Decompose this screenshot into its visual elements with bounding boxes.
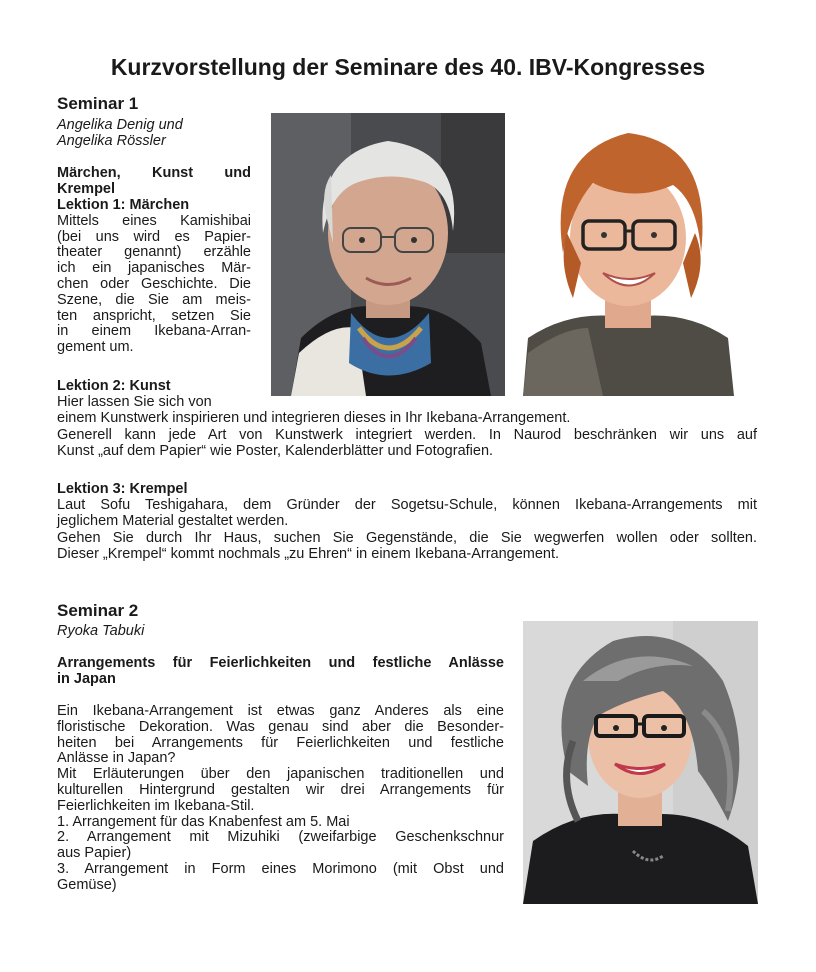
lesson1-line: in einem Ikebana-Arran- (57, 323, 251, 340)
lesson1-line: (bei uns wird es Papier- (57, 228, 251, 245)
page-title: Kurzvorstellung der Seminare des 40. IBV-Kongresses (110, 54, 706, 80)
seminar2-line: 3. Arrangement in Form eines Morimono (mit Obst und (57, 860, 504, 877)
portrait-photo-1 (271, 113, 505, 396)
seminar2-description (57, 704, 504, 894)
lesson2-line: Kunst „auf dem Papier“ wie Poster, Kalenderblätter und Fotografien. (57, 443, 494, 460)
author-line: Angelika Denig und (57, 117, 183, 133)
seminar2-line: Feierlichkeiten im Ikebana-Stil. (57, 797, 255, 814)
lesson2-heading: Lektion 2: Kunst (57, 378, 171, 394)
seminar2-author: Ryoka Tabuki (57, 623, 145, 639)
lesson2-line: einem Kunstwerk inspirieren und integrieren dieses in Ihr Ikebana-Arrangement. (57, 409, 571, 426)
seminar2-heading: Seminar 2 (57, 601, 139, 620)
lesson1 (57, 198, 251, 356)
lesson3-heading: Lektion 3: Krempel (57, 481, 188, 497)
seminar1-topic (57, 166, 251, 198)
seminar2-line: Gemüse) (57, 876, 117, 893)
seminar2-topic (57, 656, 504, 688)
topic-line: in Japan (57, 670, 116, 687)
seminar2-line: Ein Ikebana-Arrangement ist etwas ganz Anderes als eine (57, 703, 504, 719)
topic-line: Märchen, Kunst und (57, 165, 251, 181)
seminar2-line: Mit Erläuterungen über den japanischen traditionellen und (57, 766, 504, 783)
portrait-photo-2 (523, 113, 734, 396)
lesson2-line: Generell kann jede Art von Kunstwerk integriert werden. In Naurod beschränken wir uns auf (57, 427, 757, 444)
lesson3 (57, 482, 757, 563)
lesson3-line: Gehen Sie durch Ihr Haus, suchen Sie Gegenstände, die Sie wegwerfen wollen oder sollten. (57, 530, 757, 547)
seminar2-line: 1. Arrangement für das Knabenfest am 5. Mai (57, 813, 350, 830)
lesson1-line: theater genannt) erzähle (57, 244, 251, 261)
lesson1-line: ich ein japanisches Mär- (57, 260, 251, 277)
author-line: Angelika Rössler (57, 133, 166, 149)
seminar2-line: aus Papier) (57, 845, 132, 862)
portrait-photo-3 (523, 621, 758, 904)
lesson1-line: chen oder Geschichte. Die (57, 275, 251, 292)
seminar2-line: Anlässe in Japan? (57, 750, 176, 767)
topic-line: Arrangements für Feierlichkeiten und festliche Anlässe (57, 655, 504, 671)
seminar1-authors (57, 117, 257, 149)
lesson3-line: Laut Sofu Teshigahara, dem Gründer der Sogetsu-Schule, können Ikebana-Arrangements mit (57, 496, 757, 513)
lesson2-line: Hier lassen Sie sich von (57, 393, 212, 410)
lesson1-line: Szene, die Sie am meis- (57, 291, 251, 308)
lesson3-line: Dieser „Krempel“ kommt nochmals „zu Ehren“ in einem Ikebana-Arrangement. (57, 546, 560, 563)
lesson3-line: jeglichem Material gestaltet werden. (57, 512, 289, 529)
seminar2-line: 2. Arrangement mit Mizuhiki (zweifarbige Geschenkschnur (57, 829, 504, 846)
lesson1-line: gement um. (57, 339, 134, 356)
seminar2-line: kulturellen Hintergrund gestalten wir drei Arrangements für (57, 781, 504, 798)
lesson1-line: Mittels eines Kamishibai (57, 212, 251, 229)
seminar2-line: floristische Dekoration. Was genau sind aber die Besonder- (57, 718, 504, 735)
topic-line: Krempel (57, 180, 116, 197)
lesson1-heading: Lektion 1: Märchen (57, 197, 190, 213)
lesson1-line: ten anspricht, setzen Sie (57, 307, 251, 324)
seminar1-heading: Seminar 1 (57, 94, 139, 113)
seminar2-line: heiten bei Arrangements für Feierlichkeiten und festliche (57, 734, 504, 751)
